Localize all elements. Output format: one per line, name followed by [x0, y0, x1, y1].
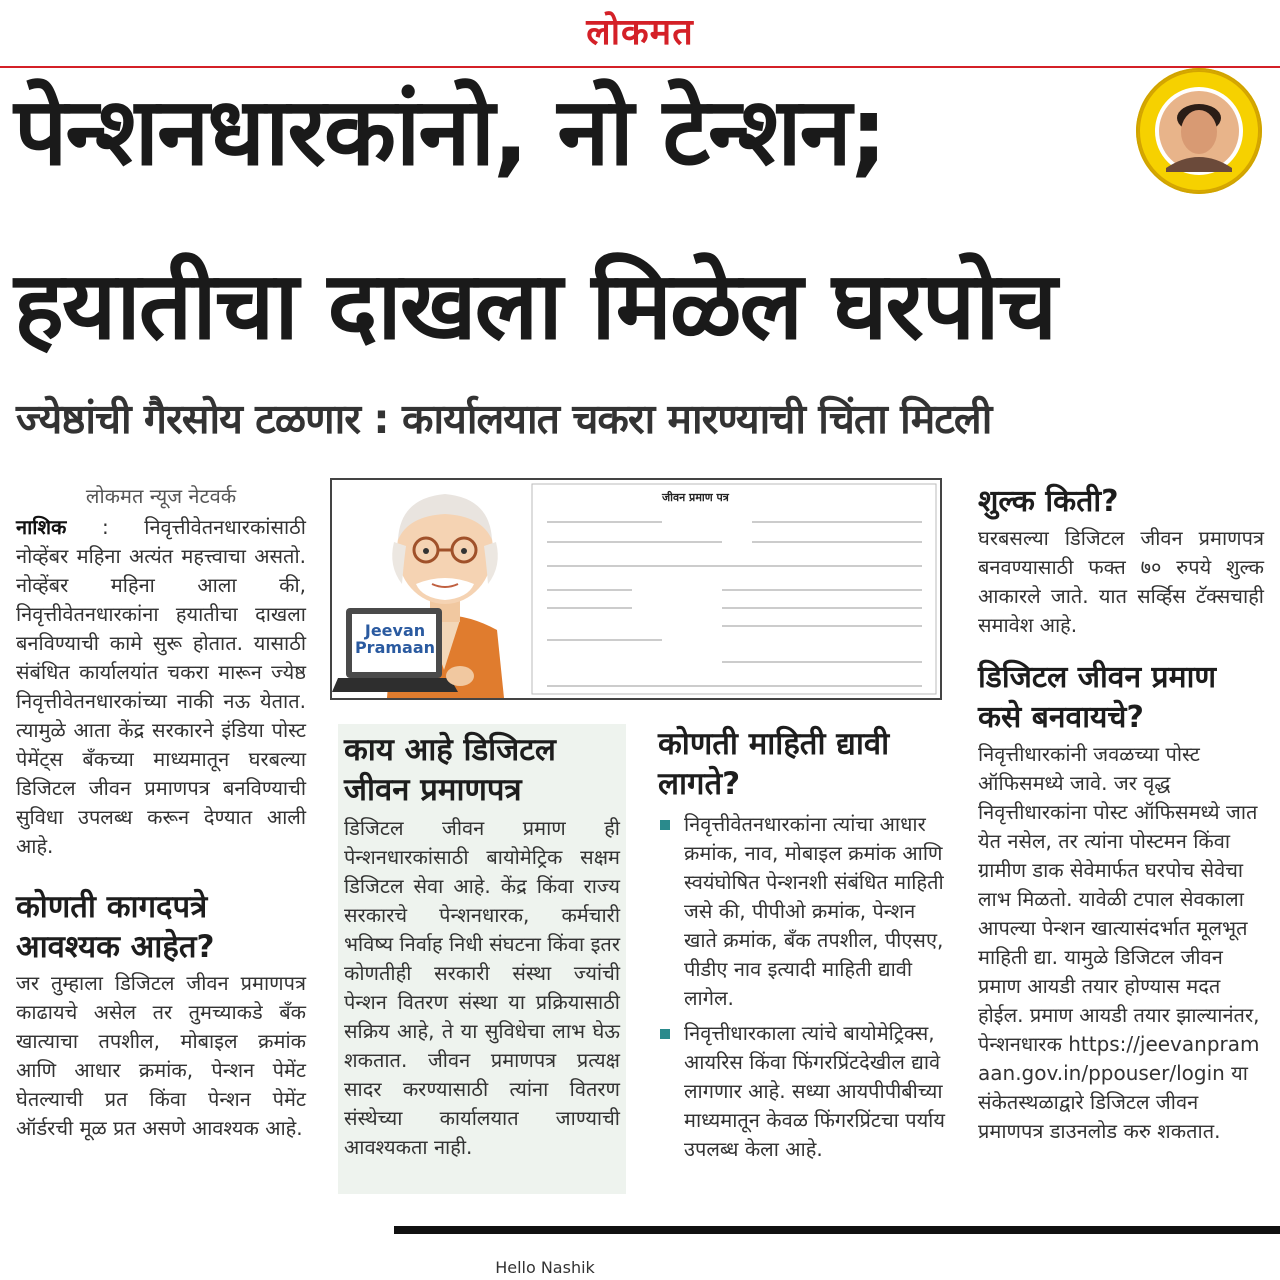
process-paragraph	[978, 740, 1264, 1146]
intro-text: : निवृत्तीवेतनधारकांसाठी नोव्हेंबर महिना अत्यंत महत्त्वाचा असतो. नोव्हेंबर महिना आला की, निवृत्तीवेतनधारकांना हयातीचा दाखला बनविण्याची कामे सुरू होतात. यासाठी संबंधित कार्यालयांत चकरा मारून ज्येष्ठ निवृत्तीवेतनधारकांच्या नाकी नऊ येतात. त्यामुळे आता केंद्र सरकारने इंडिया पोस्ट पेमेंट्स बँकच्या माध्यमातून घरबल्या डिजिटल जीवन प्रमाणपत्र बनविण्याची सुविधा उपलब्ध करून देण्यात आली आहे.	[16, 515, 306, 858]
masthead-rule	[0, 66, 1280, 68]
headline-line-1: पेन्शनधारकांनो, नो टेन्शन;	[14, 78, 886, 187]
column-information	[658, 724, 948, 1164]
byline: लोकमत न्यूज नेटवर्क	[85, 484, 237, 508]
laptop-text-pramaan: Pramaan	[354, 638, 436, 657]
pensioner-illustration	[332, 480, 940, 698]
column-fees-process	[978, 482, 1264, 1146]
illustration	[330, 478, 942, 700]
information-bullet-2-text: निवृत्तीधारकाला त्यांचे बायोमेट्रिक्स, आयरिस किंवा फिंगरप्रिंटदेखील द्यावे लागणार आहे. सध्या आयपीपीबीच्या माध्यमातून केवळ फिंगरप्रिंटचा पर्याय उपलब्ध केला आहे.	[684, 1021, 945, 1161]
process-text-end: या संकेतस्थळाद्वारे डिजिटल जीवन प्रमाणपत्र डाउनलोड करु शकतात.	[978, 1061, 1248, 1143]
masthead	[0, 0, 1280, 62]
documents-paragraph: जर तुम्हाला डिजिटल जीवन प्रमाणपत्र काढायचे असेल तर तुमच्याकडे बँक खात्याचा तपशील, मोबाइल क्रमांक आणि आधार क्रमांक, पेन्शन पेमेंट घेतल्याची प्रत किंवा पेन्शन पेमेंट ऑर्डरची मूळ प्रत असणे आवश्यक आहे.	[16, 971, 306, 1140]
laptop-screen-text	[354, 622, 436, 656]
headline-line-2: हयातीचा दाखला मिळेल घरपोच	[14, 252, 1056, 361]
information-bullet-1	[658, 810, 948, 1013]
information-bullet-2	[658, 1019, 948, 1164]
dateline-city: नाशिक	[16, 515, 67, 539]
jeevan-pramaan-url: https://jeevanpramaan.gov.in/ppouser/login	[978, 1032, 1260, 1085]
author-badge	[1136, 68, 1262, 194]
subheadline: ज्येष्ठांची गैरसोय टळणार : कार्यालयात चकरा मारण्याची चिंता मिटली	[16, 395, 992, 443]
column-intro	[16, 482, 306, 1143]
fee-paragraph: घरबसल्या डिजिटल जीवन प्रमाणपत्र बनवण्यासाठी फक्त ७० रुपये शुल्क आकारले जाते. यात सर्व्हिस टॅक्सचाही समावेश आहे.	[978, 526, 1264, 637]
fee-heading: शुल्क किती?	[978, 484, 1119, 519]
what-is-heading: काय आहे डिजिटल जीवन प्रमाणपत्र	[344, 732, 556, 808]
footer-credit: Hello Nashik	[495, 1258, 595, 1277]
process-heading: डिजिटल जीवन प्रमाण कसे बनवायचे?	[978, 660, 1217, 735]
bottom-rule	[394, 1226, 1280, 1234]
form-title: जीवन प्रमाण पत्र	[662, 491, 729, 504]
what-is-paragraph: डिजिटल जीवन प्रमाण ही पेन्शनधारकांसाठी बायोमेट्रिक सक्षम डिजिटल सेवा आहे. केंद्र किंवा राज्य सरकारचे पेन्शनधारक, कर्मचारी भविष्य निर्वाह निधी संघटना किंवा इतर कोणतीही सरकारी संस्था ज्यांची पेन्शन वितरण संस्था या प्रक्रियासाठी सक्रिय आहे, ते या सुविधेचा लाभ घेऊ शकतात. जीवन प्रमाणपत्र प्रत्यक्ष सादर करण्यासाठी त्यांना वितरण संस्थेच्या कार्यालयात जाण्याची आवश्यकता नाही.	[344, 816, 620, 1159]
intro-paragraph	[16, 513, 306, 861]
headline	[14, 78, 1134, 361]
documents-heading: कोणती कागदपत्रे आवश्यक आहेत?	[16, 889, 215, 965]
laptop-text-jeevan: Jeevan	[364, 621, 426, 640]
column-what-is	[338, 724, 626, 1194]
badge-ring-icon	[1136, 68, 1262, 194]
process-text: निवृत्तीधारकांनी जवळच्या पोस्ट ऑफिसमध्ये जावे. जर वृद्ध निवृत्तीधारकांना पोस्ट ऑफिसमध्ये जात येत नसेल, तर त्यांना पोस्टमन किंवा ग्रामीण डाक सेवेमार्फत घरपोच सेवेचा लाभ मिळतो. यावेळी टपाल सेवकाला आपल्या पेन्शन खात्यासंदर्भात मूलभूत माहिती द्या. यामुळे डिजिटल जीवन प्रमाण आयडी तयार होण्यास मदत होईल. प्रमाण आयडी तयार झाल्यानंतर, पेन्शनधारक	[978, 742, 1260, 1056]
information-bullet-1-text: निवृत्तीवेतनधारकांना त्यांचा आधार क्रमांक, नाव, मोबाइल क्रमांक आणि स्वयंघोषित पेन्शनशी संबंधित माहिती जसे की, पीपीओ क्रमांक, पेन्शन खाते क्रमांक, बँक तपशील, पीएसए, पीडीए नाव इत्यादी माहिती द्यावी लागेल.	[684, 812, 944, 1010]
information-heading: कोणती माहिती द्यावी लागते?	[658, 726, 890, 802]
newspaper-logo: लोकमत	[586, 11, 694, 53]
